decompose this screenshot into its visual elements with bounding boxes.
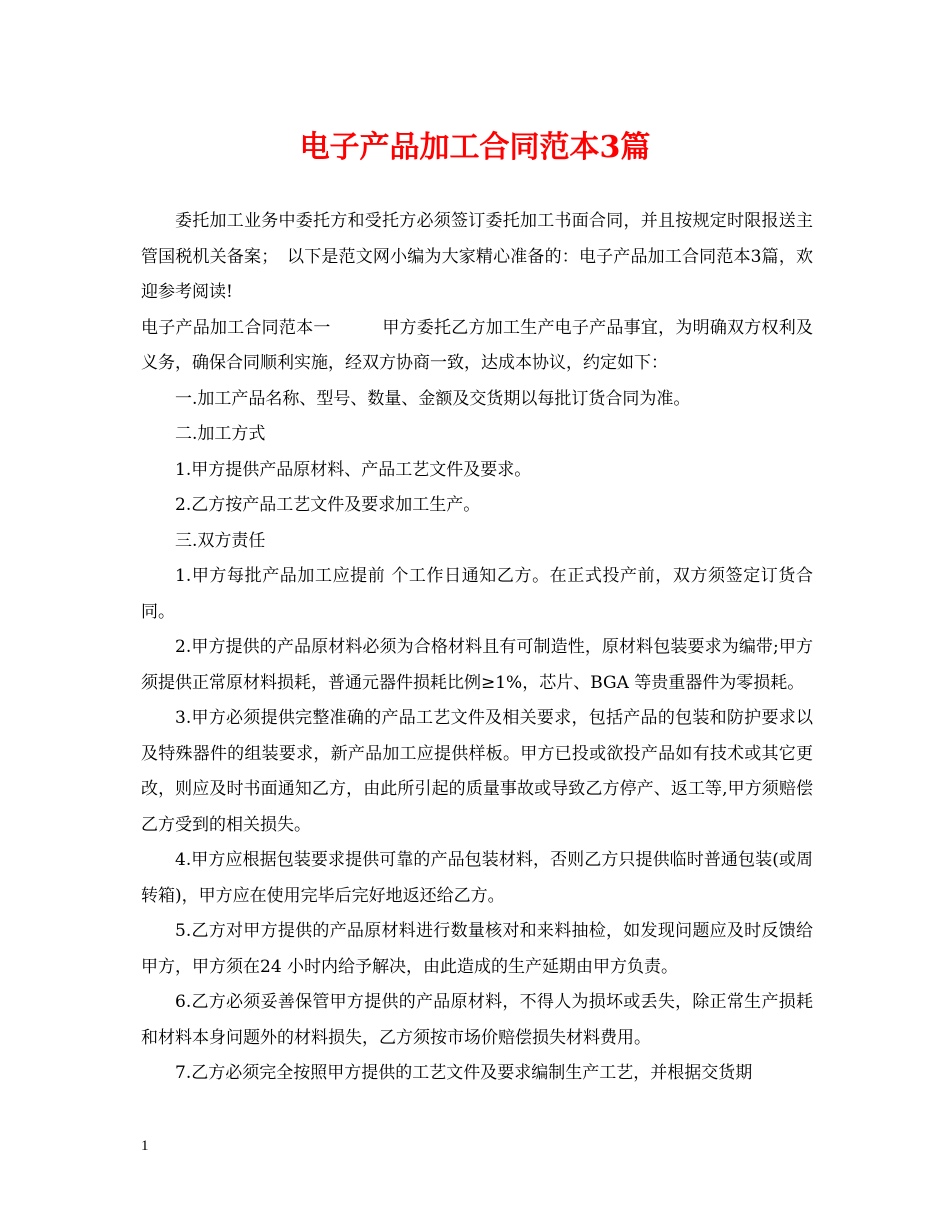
- paragraph-section-one: 一.加工产品名称、型号、数量、金额及交货期以每批订货合同为准。: [175, 388, 691, 409]
- paragraph-section-two-heading: 二.加工方式: [175, 424, 266, 444]
- paragraph-section-three-item-7: 7.乙方必须完全按照甲方提供的工艺文件及要求编制生产工艺，并根据交货期: [175, 1063, 753, 1083]
- paragraph-section-three-item-5: 5.乙方对甲方提供的产品原材料进行数量核对和来料抽检，如发现问题应及时反馈给甲方，甲方须在24 小时内给予解决，由此造成的生产延期由甲方负责。: [141, 921, 813, 977]
- paragraph-section-two-item-2: 2.乙方按产品工艺文件及要求加工生产。: [175, 495, 481, 515]
- paragraph-intro: 委托加工业务中委托方和受托方必须签订委托加工书面合同，并且按规定时限报送主管国税机关备案； 以下是范文网小编为大家精心准备的：电子产品加工合同范本3篇，欢迎参考阅读!: [141, 211, 813, 302]
- paragraph-contract-one-opening: 电子产品加工合同范本一 甲方委托乙方加工生产电子产品事宜，为明确双方权利及义务，确保合同顺利实施，经双方协商一致，达成本协议，约定如下：: [141, 317, 813, 373]
- paragraph-section-two-item-1: 1.甲方提供产品原材料、产品工艺文件及要求。: [175, 459, 532, 480]
- paragraph-section-three-item-6: 6.乙方必须妥善保管甲方提供的产品原材料，不得人为损坏或丢失，除正常生产损耗和材料本身问题外的材料损失，乙方须按市场价赔偿损失材料费用。: [141, 992, 813, 1048]
- paragraph-section-three-item-2: 2.甲方提供的产品原材料必须为合格材料且有可制造性，原材料包装要求为编带;甲方须提供正常原材料损耗，普通元器件损耗比例≥1%，芯片、BGA 等贵重器件为零损耗。: [141, 637, 813, 693]
- paragraph-section-three-heading: 三.双方责任: [175, 530, 266, 551]
- document-body: [141, 204, 813, 1092]
- paragraph-section-three-item-3: 3.甲方必须提供完整准确的产品工艺文件及相关要求，包括产品的包装和防护要求以及特殊器件的组装要求，新产品加工应提供样板。甲方已投或欲投产品如有技术或其它更改，则应及时书面通知乙方，由此所引起的质量事故或导致乙方停产、返工等,甲方须赔偿乙方受到的相关损失。: [141, 708, 813, 835]
- paragraph-section-three-item-4: 4.甲方应根据包装要求提供可靠的产品包装材料，否则乙方只提供临时普通包装(或周转箱)，甲方应在使用完毕后完好地返还给乙方。: [141, 850, 813, 906]
- paragraph-section-three-item-1: 1.甲方每批产品加工应提前 个工作日通知乙方。在正式投产前，双方须签定订货合同。: [141, 566, 813, 622]
- page-number: 1: [141, 1138, 149, 1154]
- document-title: 电子产品加工合同范本3篇: [299, 130, 651, 165]
